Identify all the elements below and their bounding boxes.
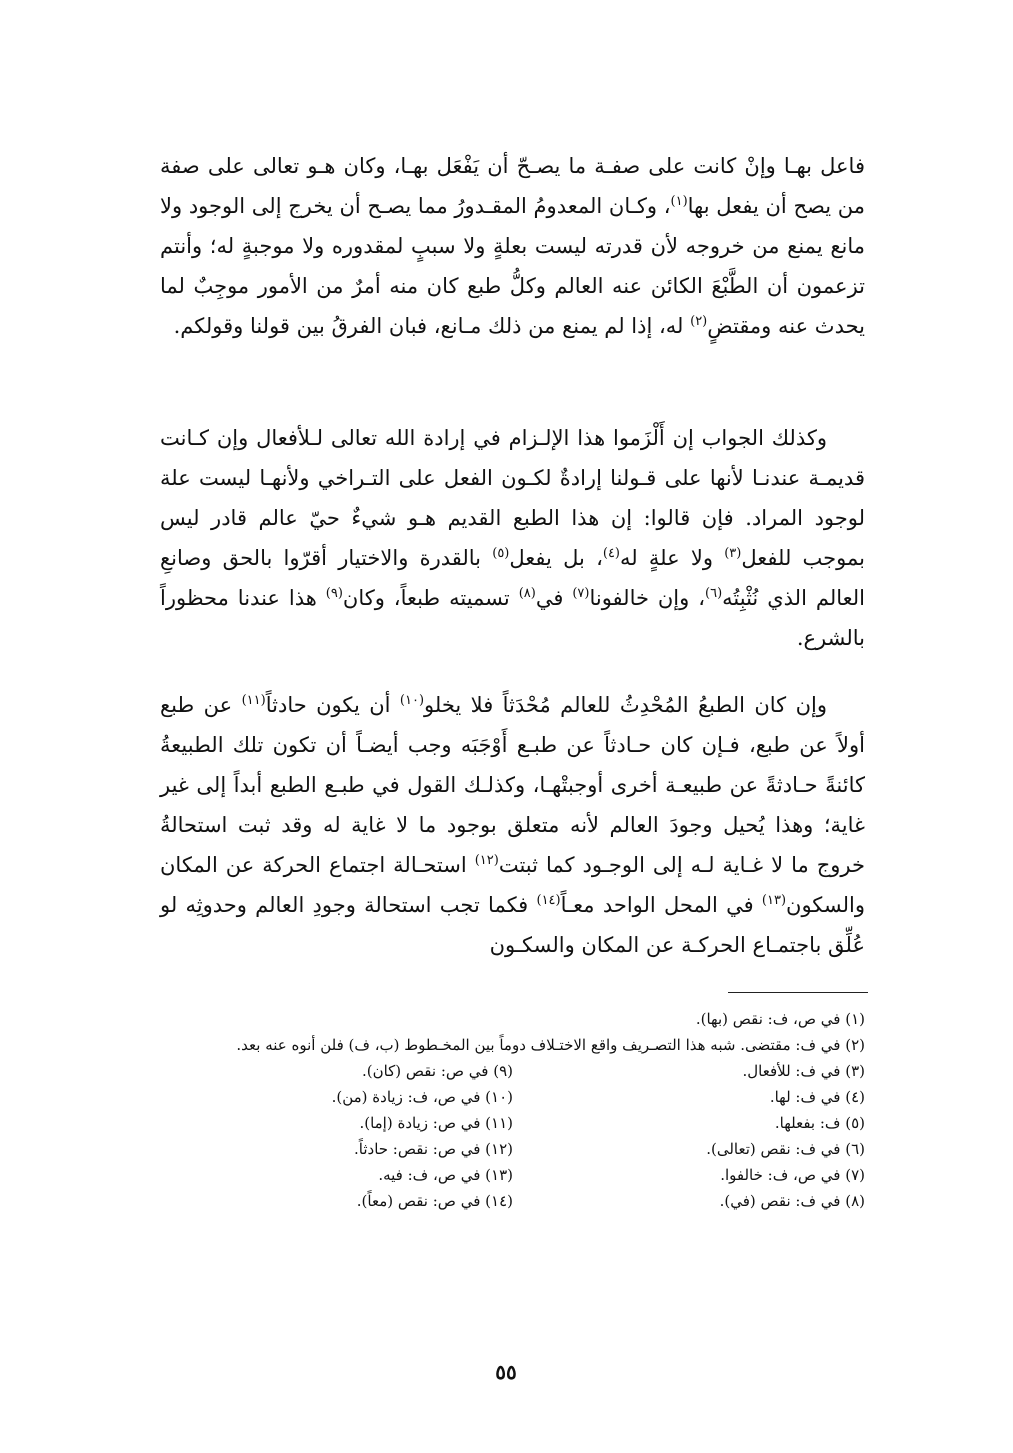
footnote-ref: (١٠) <box>399 693 425 708</box>
footnote: (١٣) في ص، ف: فيه. <box>378 1166 513 1184</box>
footnote-ref: (١٣) <box>761 893 787 908</box>
footnote-ref: (٨) <box>518 586 536 601</box>
text-run: أن يكون حادثاً <box>265 693 400 717</box>
footnote: (٩) في ص: نقص (كان). <box>361 1062 513 1080</box>
footnote-columns <box>160 1058 865 1214</box>
text-run: استحـالة اجتماع الحركة عن المكان والسكون <box>160 853 865 917</box>
footnote-column-right <box>513 1058 865 1214</box>
footnote: (١٤) في ص: نقص (معاً). <box>356 1192 513 1210</box>
footnote: (٦) في ف: نقص (تعالى). <box>706 1140 865 1158</box>
footnote: (١٠) في ص، ف: زيادة (من). <box>331 1088 513 1106</box>
footnote: (٨) في ف: نقص (في). <box>719 1192 865 1210</box>
text-run: وكذلك الجواب إن أَلْزَموا هذا الإلـزام في إرادة الله تعالى لـلأفعال وإن كـانت قديمـة عندنـا لأنها على قـولنا إرادةٌ لكـون الفعل على التـراخي ولأنهـا ليست علة لوجود المراد. فإن قالوا: إن هذا الطبع القديم هـو شيءٌ حيّ عالم قادر ليس بموجب للفعل <box>160 426 865 570</box>
text-run: تسميته طبعاً، وكان <box>342 586 519 610</box>
footnote: (١١) في ص: زيادة (إما). <box>359 1114 513 1132</box>
footnote: (١٢) في ص: نقص: حادثاً. <box>354 1140 513 1158</box>
footnote-ref: (١١) <box>241 693 266 708</box>
paragraph-2 <box>160 418 865 658</box>
text-run: عن طبع أولاً عن طبع، فـإن كان حـادثاً عن طبـع أَوْجَبَه وجب أيضـاً أن تكون تلك الطبيعةُ كائنةً حـادثةً عن طبيعـة أخرى أوجبتْهـا، وكذلـك القول في طبـع الطبع أبداً إلى غير غاية؛ وهذا يُحيل وجودَ العالم لأنه متعلق بوجود ما لا غاية له وقد ثبت استحالةُ خروج ما لا غـاية لـه إلى الوجـود كما ثبتت <box>160 693 865 877</box>
footnote-ref: (٧) <box>572 586 590 601</box>
footnote-ref: (٩) <box>325 586 343 601</box>
text-run: ، بل يفعل <box>509 546 603 570</box>
text-run: هذا عندنا محظوراً بالشرع. <box>160 586 865 650</box>
footnote: (١) في ص، ف: نقص (بها). <box>695 1010 865 1028</box>
text-run: فكما تجب استحالة وجودِ العالم وحدوثِه لو عُلِّق باجتمـاع الحركـة عن المكان والسكـون <box>160 893 865 957</box>
footnote-ref: (٢) <box>690 314 708 329</box>
footnote-ref: (٦) <box>705 586 723 601</box>
text-run: بالقدرة والاختيار أقرّوا بالحق وصانعِ العالم الذي نُثْبِتُه <box>160 546 865 610</box>
footnote: (٤) في ف: لها. <box>769 1088 865 1106</box>
footnote-ref: (١٢) <box>474 853 499 868</box>
footnote-ref: (٣) <box>724 546 742 561</box>
footnotes <box>160 1006 865 1214</box>
footnote-ref: (٤) <box>602 546 620 561</box>
footnote-ref: (٥) <box>492 546 510 561</box>
footnote: (٧) في ص، ف: خالفوا. <box>720 1166 865 1184</box>
text-run: فاعل بهـا وإنْ كانت على صفـة ما يصـحّ أن يَفْعَل بهـا، وكان هـو تعالى على صفة من يصح أن يفعل بها <box>160 154 865 218</box>
paragraph-3 <box>160 685 865 965</box>
text-run: وإن كان الطبعُ المُحْدِثُ للعالم مُحْدَثاً فلا يخلو <box>424 693 827 717</box>
footnote: (٢) في ف: مقتضى. شبه هذا التصـريف واقع الاختـلاف دوماً بين المخـطوط (ب، ف) فلن أنوه عنه بعد. <box>236 1036 865 1054</box>
footnote: (٥) ف: بفعلها. <box>774 1114 865 1132</box>
text-run: ولا علةٍ له <box>620 546 725 570</box>
text-run: ، وإن خالفونا <box>589 586 706 610</box>
page-number: ٥٥ <box>495 1360 517 1384</box>
footnote-separator <box>728 992 868 993</box>
footnote-ref: (١) <box>670 194 688 209</box>
text-run: له، إذا لم يمنع من ذلك مـانع، فبان الفرقُ بين قولنا وقولكم. <box>173 314 691 338</box>
footnote-column-left <box>161 1058 513 1214</box>
footnote-ref: (١٤) <box>536 893 561 908</box>
footnote: (٣) في ف: للأفعال. <box>742 1062 865 1080</box>
text-run: في المحل الواحد معـاً <box>560 893 762 917</box>
text-run: في <box>535 586 573 610</box>
paragraph-1 <box>160 146 865 346</box>
text-run: ، وكـان المعدومُ المقـدورُ مما يصـح أن يخرج إلى الوجود ولا مانع يمنع من خروجه لأن قدرته ليست بعلةٍ ولا سببٍ لمقدوره ولا موجبةٍ له؛ وأنتم تزعمون أن الطَّبْعَ الكائن عنه العالم وكلُّ طبع كان منه أمرٌ من الأمور موجِبٌ لما يحدث عنه ومقتضٍ <box>160 194 865 338</box>
